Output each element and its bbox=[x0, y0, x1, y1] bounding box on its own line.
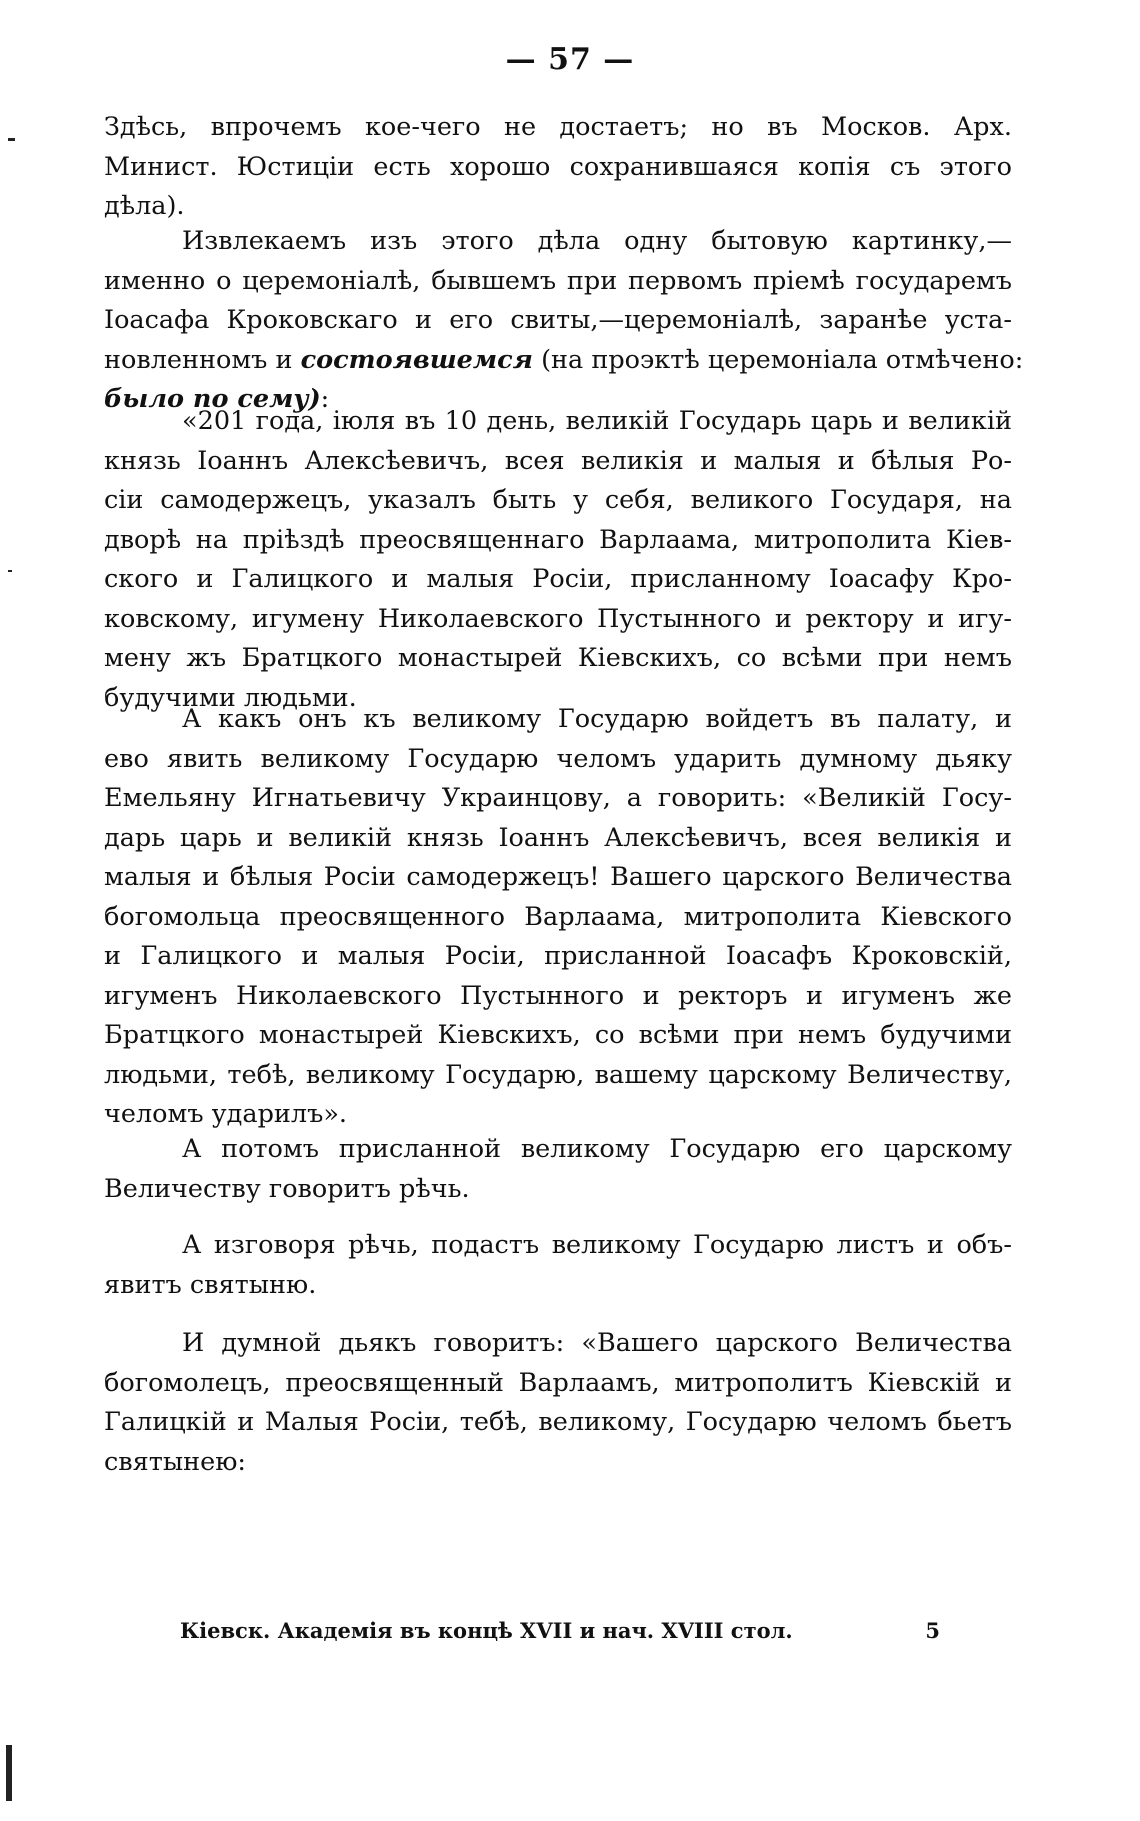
text-line: дарь царь и великій князь Іоаннъ Алексѣевичъ, всея великія и bbox=[104, 822, 1012, 853]
signature-mark: 5 bbox=[925, 1618, 940, 1643]
text-line: людьми, тебѣ, великому Государю, вашему царскому Величеству, bbox=[104, 1059, 1012, 1090]
text-line: малыя и бѣлыя Росіи самодержецъ! Вашего царского Величества bbox=[104, 862, 1012, 892]
text-fragment: (на проэктѣ церемоніала отмѣчено: bbox=[532, 344, 1024, 375]
italic-emphasis: состоявшемся bbox=[300, 344, 533, 375]
text-line: Минист. Юстиціи есть хорошо сохранившаяся копія съ этого bbox=[104, 151, 1012, 182]
text-line: святынею: bbox=[104, 1446, 247, 1477]
paragraph-1 bbox=[104, 108, 1012, 227]
footer-title: Кіевск. Академія въ концѣ XVII и нач. XVIII стол. bbox=[180, 1618, 793, 1643]
margin-dash-mark bbox=[8, 570, 12, 572]
text-line: дворѣ на пріѣздѣ преосвященнаго Варлаама, митрополита Кіев- bbox=[104, 524, 1012, 555]
text-line: Галицкій и Малыя Росіи, тебѣ, великому, Государю челомъ бьетъ bbox=[104, 1407, 1012, 1437]
paragraph-5 bbox=[104, 1130, 1012, 1209]
text-line: «201 года, іюля въ 10 день, великій Государь царь и великій bbox=[182, 406, 1012, 436]
text-line: Іоасафа Кроковскаго и его свиты,—церемоніалѣ, заранѣе уста- bbox=[104, 305, 1012, 335]
text-line: А какъ онъ къ великому Государю войдетъ въ палату, и bbox=[182, 704, 1012, 734]
text-line: Извлекаемъ изъ этого дѣла одну бытовую картинку,— bbox=[182, 226, 1012, 256]
page-number: — 57 — bbox=[505, 42, 635, 77]
text-line: мену жъ Братцкого монастырей Кіевскихъ, со всѣми при немъ bbox=[104, 643, 1012, 673]
text-line: Емельяну Игнатьевичу Украинцову, а говорить: «Великій Госу- bbox=[104, 783, 1012, 813]
paragraph-4 bbox=[104, 700, 1012, 1135]
text-line: будучими людьми. bbox=[104, 682, 357, 713]
text-line: Здѣсь, впрочемъ кое-чего не достаетъ; но въ Москов. Арх. bbox=[104, 112, 1012, 142]
paragraph-3 bbox=[104, 402, 1012, 718]
text-line: богомолецъ, преосвященный Варлаамъ, митрополитъ Кіевскій и bbox=[104, 1367, 1012, 1398]
text-line: и Галицкого и малыя Росіи, присланной Іоасафъ Кроковскій, bbox=[104, 941, 1012, 971]
text-line: А изговоря рѣчь, подастъ великому Государю листъ и объ- bbox=[182, 1230, 1012, 1260]
text-line: ковскому, игумену Николаевского Пустынного и ректору и игу- bbox=[104, 603, 1012, 634]
text-line: явитъ святыню. bbox=[104, 1269, 317, 1300]
text-line: сіи самодержецъ, указалъ быть у себя, великого Государя, на bbox=[104, 485, 1012, 515]
text-line bbox=[104, 341, 1024, 381]
paragraph-7 bbox=[104, 1324, 1012, 1482]
text-line: князь Іоаннъ Алексѣевичъ, всея великія и малыя и бѣлыя Ро- bbox=[104, 445, 1012, 476]
text-line: игуменъ Николаевского Пустынного и ректоръ и игуменъ же bbox=[104, 980, 1012, 1011]
paragraph-2 bbox=[104, 222, 1024, 420]
footer-signature-line bbox=[180, 1618, 940, 1643]
italic-emphasis: было по сему) bbox=[104, 384, 321, 414]
text-line: И думной дьякъ говоритъ: «Вашего царского Величества bbox=[182, 1328, 1012, 1358]
text-line: именно о церемоніалѣ, бывшемъ при первомъ пріемѣ государемъ bbox=[104, 265, 1012, 296]
text-line: челомъ ударилъ». bbox=[104, 1099, 348, 1129]
text-line: Величеству говоритъ рѣчь. bbox=[104, 1173, 470, 1204]
margin-edge-mark bbox=[6, 1745, 12, 1801]
text-line: богомольца преосвященного Варлаама, митрополита Кіевского bbox=[104, 901, 1012, 932]
text-line: ского и Галицкого и малыя Росіи, присланному Іоасафу Кро- bbox=[104, 564, 1012, 594]
text-fragment: : bbox=[320, 384, 330, 414]
text-line: А потомъ присланной великому Государю его царскому bbox=[182, 1134, 1012, 1164]
paragraph-6 bbox=[104, 1226, 1012, 1305]
margin-dash-mark bbox=[8, 138, 15, 141]
text-fragment: новленномъ и bbox=[104, 344, 301, 375]
text-line: дѣла). bbox=[104, 191, 185, 221]
text-line: Братцкого монастырей Кіевскихъ, со всѣми при немъ будучими bbox=[104, 1020, 1012, 1050]
text-line: ево явить великому Государю челомъ ударить думному дьяку bbox=[104, 743, 1012, 774]
